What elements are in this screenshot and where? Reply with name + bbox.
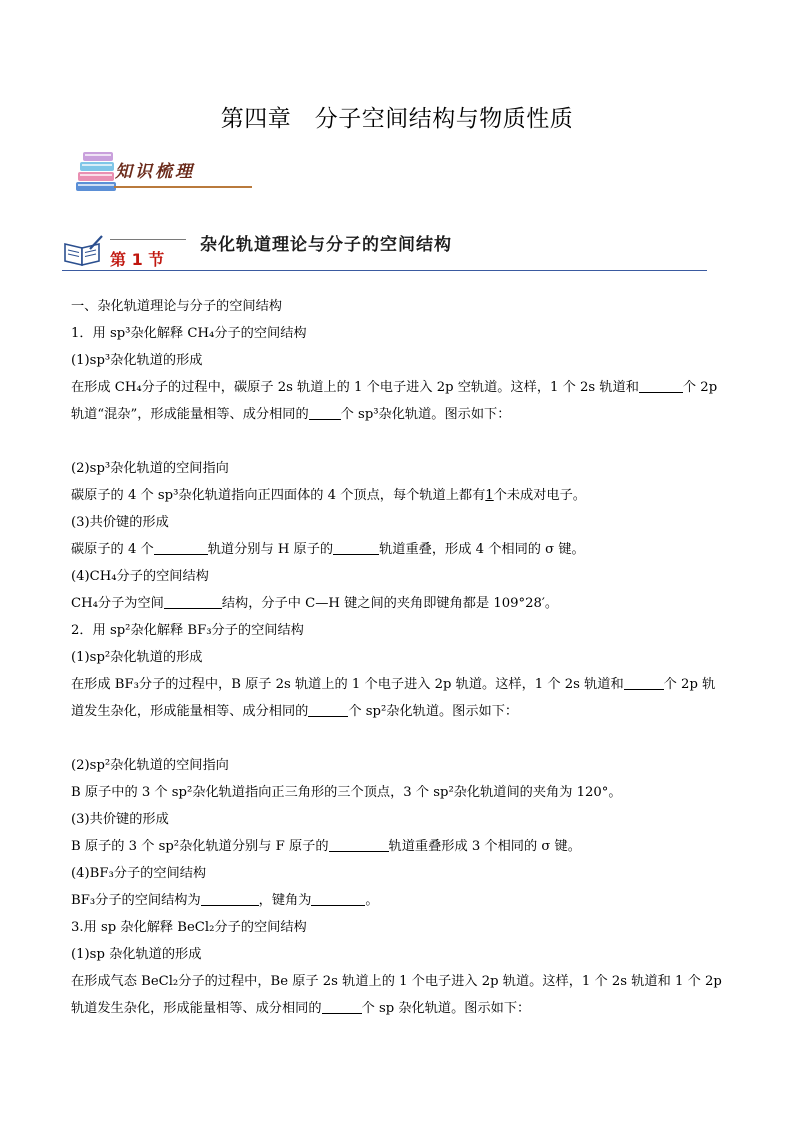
subheading-sp-formation: (1)sp 杂化轨道的形成 <box>71 947 202 962</box>
banner-underline <box>114 186 252 188</box>
section-number-rule <box>110 239 186 240</box>
answer-blank[interactable] <box>201 891 259 906</box>
paragraph-sp2-bond: B 原子的 3 个 sp²杂化轨道分别与 F 原子的 轨道重叠形成 3 个相同的 σ 键。 <box>71 839 581 854</box>
subheading-bf3-structure: (4)BF₃分子的空间结构 <box>71 866 207 881</box>
subheading-sp3-formation: (1)sp³杂化轨道的形成 <box>71 353 203 368</box>
subheading-sp3-bond: (3)共价键的形成 <box>71 515 169 530</box>
section-number: 第 1 节 <box>110 250 165 269</box>
answer-blank[interactable] <box>329 837 389 852</box>
paragraph-sp-formation-1: 在形成气态 BeCl₂分子的过程中，Be 原子 2s 轨道上的 1 个电子进入 2p 轨道。这样，1 个 2s 轨道和 1 个 2p <box>71 974 722 989</box>
paragraph-sp-formation-2: 轨道发生杂化，形成能量相等、成分相同的 个 sp 杂化轨道。图示如下： <box>71 1001 531 1016</box>
banner-text: 知识梳理 <box>115 162 195 182</box>
answer-blank[interactable] <box>639 378 683 393</box>
document-body <box>71 293 726 1022</box>
subheading-sp2-formation: (1)sp²杂化轨道的形成 <box>71 650 203 665</box>
paragraph-sp3-formation-2: 轨道“混杂”，形成能量相等、成分相同的 个 sp³杂化轨道。图示如下： <box>71 407 511 422</box>
paragraph-sp2-formation-1: 在形成 BF₃分子的过程中，B 原子 2s 轨道上的 1 个电子进入 2p 轨道。这样，1 个 2s 轨道和 个 2p 轨 <box>71 677 716 692</box>
answer-blank[interactable] <box>164 594 222 609</box>
subheading-sp2-bond: (3)共价键的形成 <box>71 812 169 827</box>
paragraph-bf3-structure: BF₃分子的空间结构为 ，键角为 。 <box>71 893 379 908</box>
answer-blank[interactable] <box>311 891 365 906</box>
answer-blank[interactable] <box>154 540 208 555</box>
paragraph-sp3-bond: 碳原子的 4 个 轨道分别与 H 原子的 轨道重叠，形成 4 个相同的 σ 键。 <box>71 542 585 557</box>
paragraph-sp3-formation-1: 在形成 CH₄分子的过程中，碳原子 2s 轨道上的 1 个电子进入 2p 空轨道。这样，1 个 2s 轨道和 个 2p <box>71 380 718 395</box>
subheading-sp2-direction: (2)sp²杂化轨道的空间指向 <box>71 758 229 773</box>
heading-sp2: 2．用 sp²杂化解释 BF₃分子的空间结构 <box>71 623 304 638</box>
answer-blank[interactable] <box>322 999 362 1014</box>
open-book-pen-icon <box>62 235 104 267</box>
paragraph-ch4-structure: CH₄分子为空间 结构，分子中 C—H 键之间的夹角即键角都是 109°28′。 <box>71 596 559 611</box>
section-rule <box>62 270 707 271</box>
heading-sp3: 1．用 sp³杂化解释 CH₄分子的空间结构 <box>71 326 307 341</box>
page-title: 第四章 分子空间结构与物质性质 <box>220 106 574 132</box>
section-header <box>62 225 707 275</box>
answer-blank[interactable] <box>309 405 341 420</box>
answer-blank[interactable] <box>308 702 348 717</box>
answer-blank[interactable] <box>624 675 664 690</box>
paragraph-sp3-direction: 碳原子的 4 个 sp³杂化轨道指向正四面体的 4 个顶点，每个轨道上都有1个未成对电子。 <box>71 488 586 503</box>
heading-sp: 3.用 sp 杂化解释 BeCl₂分子的空间结构 <box>71 920 307 935</box>
paragraph-sp2-direction: B 原子中的 3 个 sp²杂化轨道指向正三角形的三个顶点，3 个 sp²杂化轨道间的夹角为 120°。 <box>71 785 622 800</box>
paragraph-sp2-formation-2: 道发生杂化，形成能量相等、成分相同的 个 sp²杂化轨道。图示如下： <box>71 704 519 719</box>
subheading-sp3-direction: (2)sp³杂化轨道的空间指向 <box>71 461 229 476</box>
answer-blank[interactable] <box>333 540 379 555</box>
section-title: 杂化轨道理论与分子的空间结构 <box>200 235 452 255</box>
subheading-ch4-structure: (4)CH₄分子的空间结构 <box>71 569 209 584</box>
heading-part-1: 一、杂化轨道理论与分子的空间结构 <box>71 299 282 314</box>
